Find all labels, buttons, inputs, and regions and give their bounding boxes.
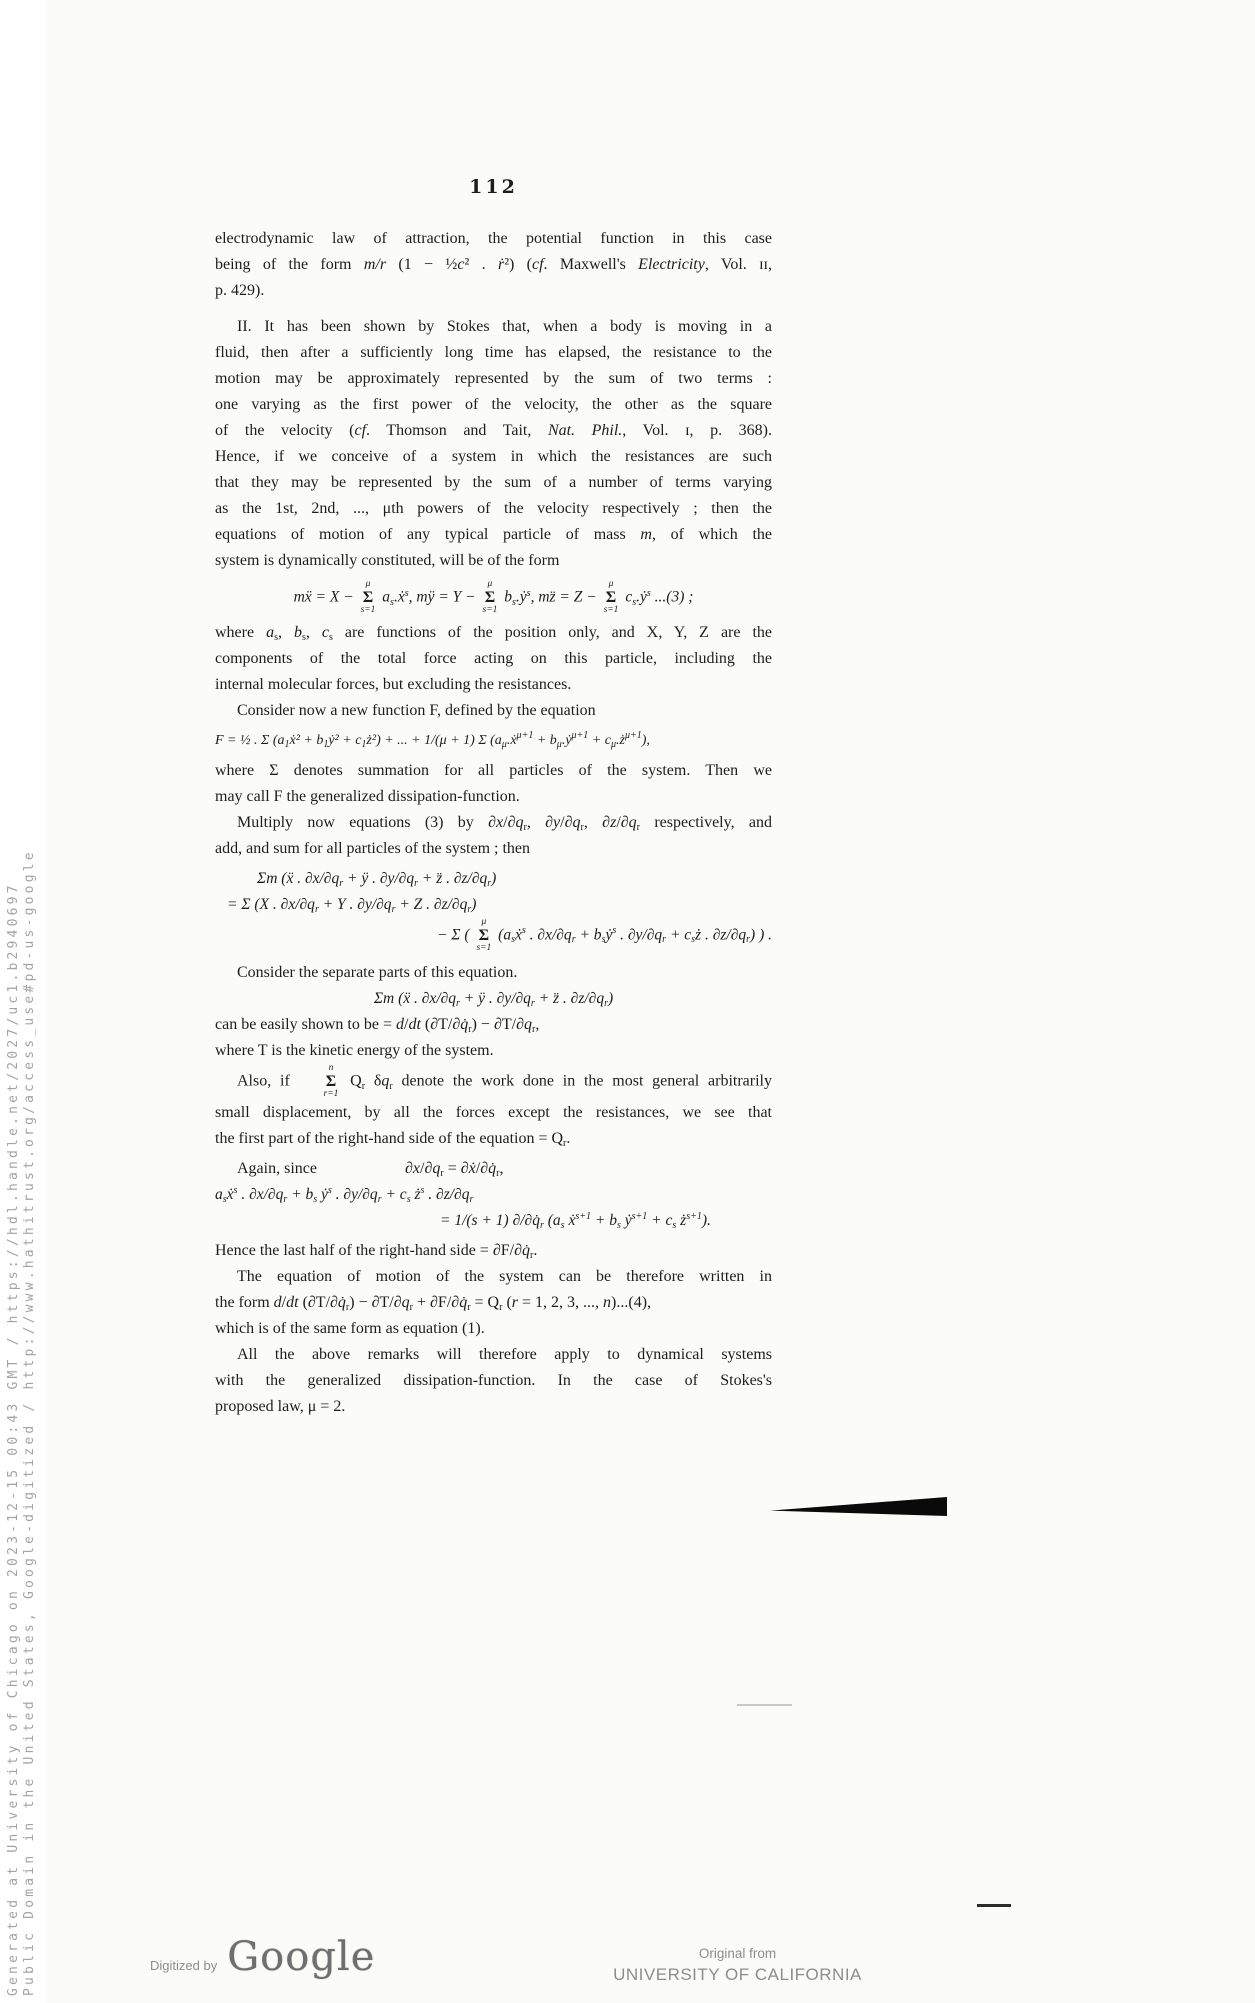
text-line: where $a_s$, $b_s$, $c_s$ are functions of the position only, and X, Y, Z are the — [215, 623, 773, 643]
watermark-line-2: Public Domain in the United States, Google-digitized / http://www.hathitrust.org/access_use#pd-us-google — [22, 849, 37, 1996]
text-line: = 1/(s + 1) $\partial/\partial q̇_r$ ($a_s$ ẋ$^{s+1}$ + $b_s$ ẏ$^{s+1}$ + $c_s$ $ż^{s+1}$). — [440, 1210, 711, 1231]
text-line: II. It has been shown by Stokes that, when a body is moving in a — [237, 318, 772, 335]
text-line: Multiply now equations (3) by $\partial x/\partial q_r$, $\partial y/\partial q_r$, $\partial z/\partial q_r$ respectively, and — [237, 813, 772, 833]
text-line: where T is the kinetic energy of the system. — [215, 1041, 494, 1059]
digitized-by-mark — [150, 1934, 375, 1980]
text-line: of the velocity (cf. Thomson and Tait, Nat. Phil., Vol. ɪ, p. 368). — [215, 422, 773, 439]
page-text — [215, 226, 772, 1420]
text-line: with the generalized dissipation-function. In the case of Stokes's — [215, 1371, 772, 1389]
page-content — [215, 176, 772, 1420]
text-line: may call F the generalized dissipation-function. — [215, 787, 520, 805]
digitized-by-label: Digitized by — [150, 1958, 218, 1973]
text-line: fluid, then after a sufficiently long time has elapsed, the resistance to the — [215, 344, 772, 361]
text-line: equations of motion of any typical particle of mass m, of which the — [215, 526, 772, 543]
text-line: F = ½ . Σ ($a_1ẋ^2$ + $b_1ẏ^2$ + $c_1ż^2$) + ... + 1/(μ + 1) Σ ($a_\mu.ẋ^{\mu+1}$ + $b_\mu.ẏ^{\mu+1}$ + $c_\mu.ż^{\mu+1}$), — [215, 729, 650, 750]
text-line: small displacement, by all the forces except the resistances, we see that — [215, 1103, 772, 1121]
original-from-mark — [605, 1946, 870, 1985]
text-line: p. 429). — [215, 282, 265, 299]
text-line: Hence, if we conceive of a system in which the resistances are such — [215, 448, 772, 465]
scan-artifact-line — [737, 1704, 792, 1706]
google-logo: Google — [227, 1934, 376, 1980]
text-line: Consider now a new function F, defined by the equation — [237, 701, 596, 719]
text-line: the form d/dt $(\partial T/\partial q̇_r) - \partial T/\partial q_r$ + $\partial F/\partial q̇_r = Q_r$ (r = 1, 2, 3, ..., n)...(4), — [215, 1293, 652, 1313]
text-line: Consider the separate parts of this equation. — [237, 963, 518, 981]
text-line: that they may be represented by the sum of a number of terms varying — [215, 474, 772, 491]
text-line: system is dynamically constituted, will be of the form — [215, 552, 560, 569]
scan-artifact-wedge — [770, 1497, 947, 1516]
text-line: $a_sẋ^s$ . $\partial x/\partial q_r + b_s$ ẏ$^s$ . $\partial y/\partial q_r + c_s$ $ż^s$ . $\partial z/\partial q_r$ — [215, 1184, 474, 1205]
text-line: where Σ denotes summation for all particles of the system. Then we — [215, 761, 772, 779]
text-line: being of the form m/r (1 − ½c² . ṙ²) (cf. Maxwell's Electricity, Vol. ɪɪ, — [215, 256, 773, 273]
text-line: can be easily shown to be = d/dt $(\partial T/\partial q̇_r) - \partial T/\partial q_r$, — [215, 1015, 540, 1035]
hathitrust-watermark — [6, 849, 38, 1996]
text-line: = Σ (X . $\partial x/\partial q_r + Y$ . $\partial y/\partial q_r + Z$ . $\partial z/\partial q_r$) — [227, 895, 477, 915]
text-line: electrodynamic law of attraction, the potential function in this case — [215, 230, 772, 247]
watermark-line-1: Generated at University of Chicago on 2023-12-15 00:43 GMT / https://hdl.handle.net/2027/uc1.b2940697 — [6, 882, 21, 1996]
text-line: All the above remarks will therefore apply to dynamical systems — [237, 1345, 772, 1363]
text-line: Σm (ẍ . $\partial x/\partial q_r$ + ÿ . $\partial y/\partial q_r$ + z̈ . $\partial z/\partial q_r$) — [257, 869, 497, 889]
text-line: as the 1st, 2nd, ..., μth powers of the velocity respectively ; then the — [215, 500, 772, 517]
text-line: Again, since $\partial x/\partial q_r$ = $\partial ẋ/\partial q̇_r$, — [237, 1159, 504, 1179]
text-line: proposed law, μ = 2. — [215, 1397, 346, 1415]
text-line: − Σ ( μ Σ s=1 ($a_sẋ^s$ . $\partial x/\partial q_r$ + $b_sẏ^s$ . $\partial y/\partial q_r$ + $c_sż$ . $\partial z/\partial q_r$) ) . — [436, 916, 772, 953]
institution-name: UNIVERSITY OF CALIFORNIA — [613, 1965, 862, 1984]
text-line: one varying as the first power of the velocity, the other as the square — [215, 396, 772, 413]
text-line: which is of the same form as equation (1). — [215, 1319, 485, 1337]
text-line: Hence the last half of the right-hand side = $\partial F/\partial q̇_r$. — [215, 1241, 538, 1261]
text-line: mẍ = X − μ Σ s=1 $a_s.ẋ^s$, mÿ = Y − μ Σ s=1 $b_s.ẏ^s$, mz̈ = Z − μ Σ s=1 $c_s.ẏ^s$ ...(3) ; — [293, 579, 694, 615]
page-number: 112 — [469, 176, 518, 198]
text-line: Σm (ẍ . $\partial x/\partial q_r$ + ÿ . $\partial y/\partial q_r$ + z̈ . $\partial z/\partial q_r$) — [373, 989, 614, 1009]
text-line: The equation of motion of the system can be therefore written in — [237, 1267, 772, 1285]
text-line: the first part of the right-hand side of the equation = $Q_r$. — [215, 1129, 571, 1149]
text-line: add, and sum for all particles of the system ; then — [215, 839, 531, 857]
original-from-label: Original from — [698, 1946, 777, 1961]
scan-artifact-dash — [977, 1904, 1011, 1907]
text-line: Also, if n Σ r=1 $Q_r$ $\delta q_r$ denote the work done in the most general arbitrarily — [237, 1062, 772, 1099]
text-line: motion may be approximately represented by the sum of two terms : — [215, 370, 772, 387]
text-line: components of the total force acting on this particle, including the — [215, 649, 772, 667]
text-line: internal molecular forces, but excluding the resistances. — [215, 675, 572, 693]
